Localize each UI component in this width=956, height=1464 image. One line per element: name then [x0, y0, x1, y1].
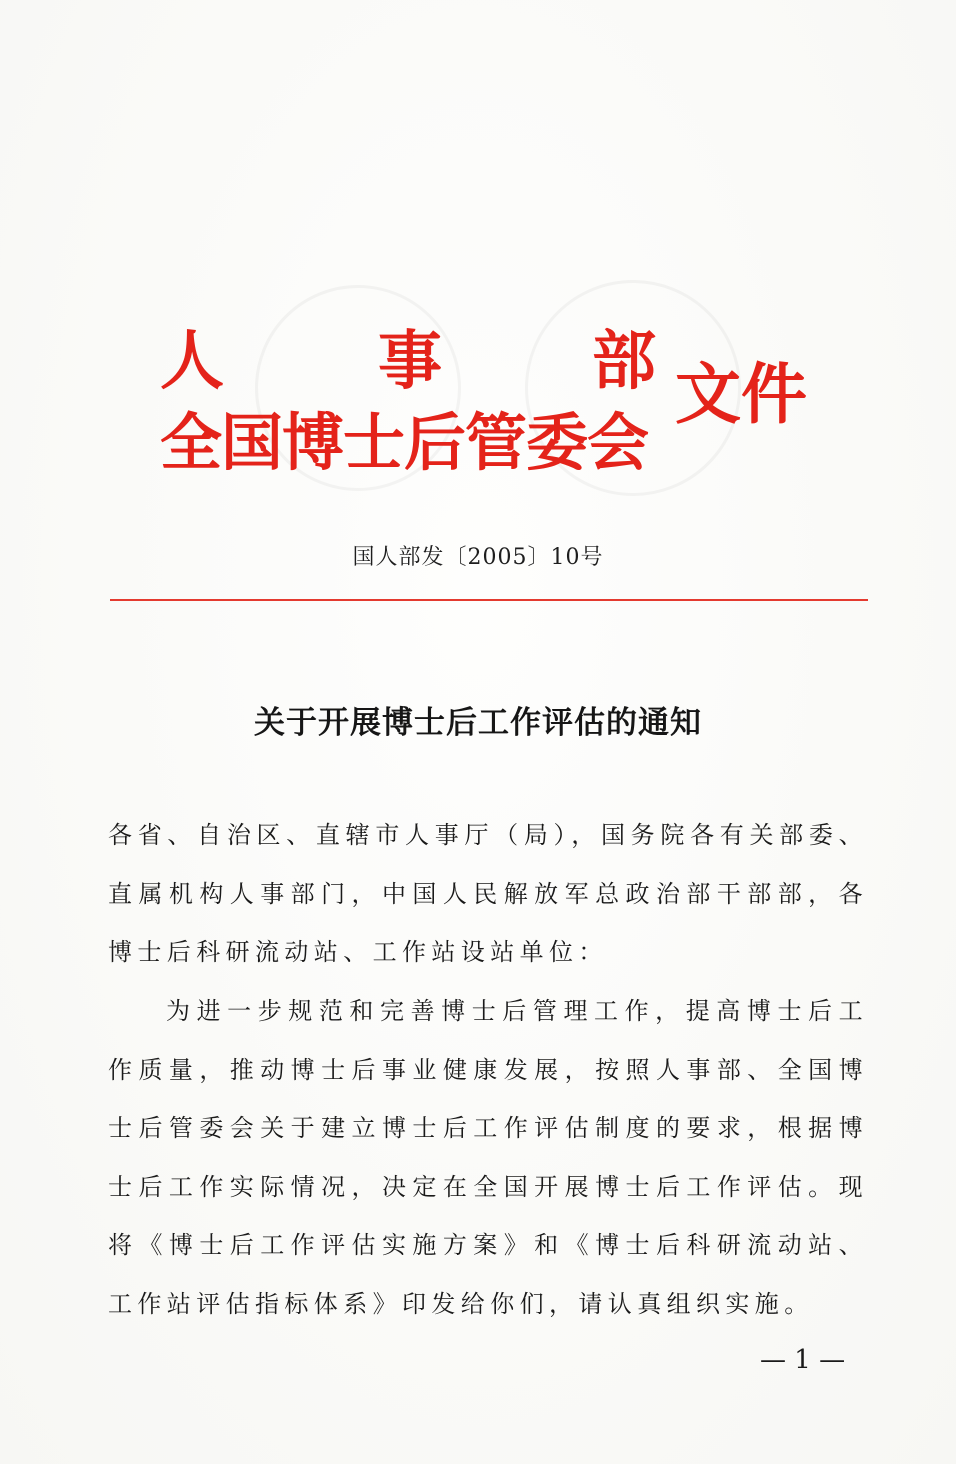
red-divider-line [110, 599, 868, 601]
letterhead-org1-char: 人 [160, 325, 224, 399]
letterhead-org2: 全国博士后管委会 [160, 406, 649, 479]
document-number: 国人部发〔2005〕10号 [352, 545, 604, 570]
letterhead-suffix: 文件 [675, 356, 807, 433]
body-paragraph: 为进一步规范和完善博士后管理工作，提高博士后工作质量，推动博士后事业健康发展，按照人事部、全国博士后管委会关于建立博士后工作评估制度的要求，根据博士后工作实际情况，决定在全国开展博士后工作评估。现将《博士后工作评估实施方案》和《博士后科研流动站、工作站评估指标体系》印发给你们，请认真组织实施。 [108, 997, 868, 1318]
page-number: — 1 — [760, 1345, 846, 1375]
letterhead-org1-char: 部 [592, 325, 656, 399]
letterhead-org1-char: 事 [378, 325, 442, 399]
notice-title: 关于开展博士后工作评估的通知 [254, 705, 702, 741]
addressee-paragraph: 各省、自治区、直辖市人事厅（局），国务院各有关部委、直属机构人事部门，中国人民解放军总政治部干部部，各博士后科研流动站、工作站设站单位： [108, 821, 868, 966]
